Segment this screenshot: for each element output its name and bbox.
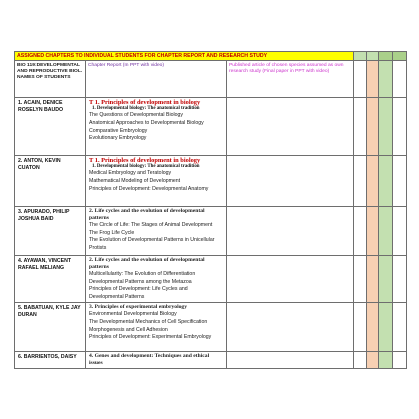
topic-item: The Evolution of Developmental Patterns in Unicellular Protists [89, 237, 215, 251]
course-header: BIO 119:DEVELOPMENTAL AND REPRODUCTIVE BIOL. NAMES OF STUDENTS [15, 61, 86, 98]
chapter-title: T 1. Principles of development in biology [89, 157, 201, 164]
topic-item: The Circle of Life: The Stages of Animal Development [89, 222, 213, 228]
topic-item: Medical Embryology and Teratology [89, 170, 172, 177]
chapter-title: 3. Principles of experimental embryology [89, 304, 188, 311]
chapter-subtitle: 1. Developmental biology: The anatomical tradition [92, 106, 200, 111]
topic-item: The Questions of Developmental Biology [89, 112, 184, 119]
student-row [15, 156, 407, 207]
banner-row [15, 52, 407, 61]
topic-item: Morphogenesis and Cell Adhesion [89, 326, 168, 333]
student-name: 3. APURADO, PHILIP JOSHUA BAID [15, 207, 86, 256]
chapter-title: 2. Life cycles and the evolution of developmental patterns [89, 257, 205, 270]
student-name: 6. BARRIENTOS, DAISY [15, 352, 86, 369]
topic-item: Anatomical Approaches to Developmental Biology [89, 120, 204, 126]
chapter-topics [86, 303, 227, 352]
student-row [15, 207, 407, 256]
chapter-topics [86, 156, 227, 207]
student-row [15, 256, 407, 303]
topic-item: Mathematical Modeling of Development [89, 178, 181, 184]
chapter-title: T 1. Principles of development in biology [89, 99, 201, 106]
student-row [15, 352, 407, 369]
topic-item: The Developmental Mechanics of Cell Specification [89, 318, 208, 325]
student-row [15, 98, 407, 156]
topic-item: Environmental Developmental Biology [89, 311, 177, 318]
topic-item: Evolutionary Embryology [89, 135, 147, 142]
topic-item: Principles of Development: Experimental Embryology [89, 334, 212, 341]
student-name: 5. BABATUAN, KYLE JAY DURAN [15, 303, 86, 352]
assignment-sheet [14, 51, 406, 369]
published-article-header: Published article of chosen species assumed as own research study (Final paper in PPT with video) [227, 61, 354, 98]
student-row [15, 303, 407, 352]
topic-item: Principles of Development: Developmental Anatomy [89, 185, 209, 192]
chapter-subtitle: 1. Developmental biology: The anatomical tradition [92, 164, 200, 169]
chapter-report-header: Chapter Report (In PPT with video) [86, 61, 227, 98]
topic-item: Developmental Patterns among the Metazoa [89, 278, 192, 285]
header-row [15, 61, 407, 98]
student-name: 1. ACAIN, DENICE ROSELYN BAUDO [15, 98, 86, 156]
chapter-topics [86, 256, 227, 303]
banner-title: ASSIGNED CHAPTERS TO INDIVIDUAL STUDENTS FOR CHAPTER REPORT AND RESEARCH STUDY [15, 52, 354, 61]
topic-item: The Frog Life Cycle [89, 229, 135, 236]
topic-item: Comparative Embryology [89, 127, 148, 134]
chapter-topics [86, 352, 227, 369]
assignment-table [14, 51, 407, 369]
student-name: 2. ANTON, KEVIN CUATON [15, 156, 86, 207]
student-name: 4. AYAWAN, VINCENT RAFAEL MELIANG [15, 256, 86, 303]
chapter-title: 2. Life cycles and the evolution of developmental patterns [89, 208, 205, 221]
chapter-topics [86, 98, 227, 156]
chapter-topics [86, 207, 227, 256]
topic-item: Multicellularity: The Evolution of Differentiation [89, 271, 196, 277]
topic-item: Principles of Development: Life Cycles and Developmental Patterns [89, 286, 188, 300]
chapter-title: 4. Genes and development: Techniques and ethical issues [89, 353, 210, 367]
